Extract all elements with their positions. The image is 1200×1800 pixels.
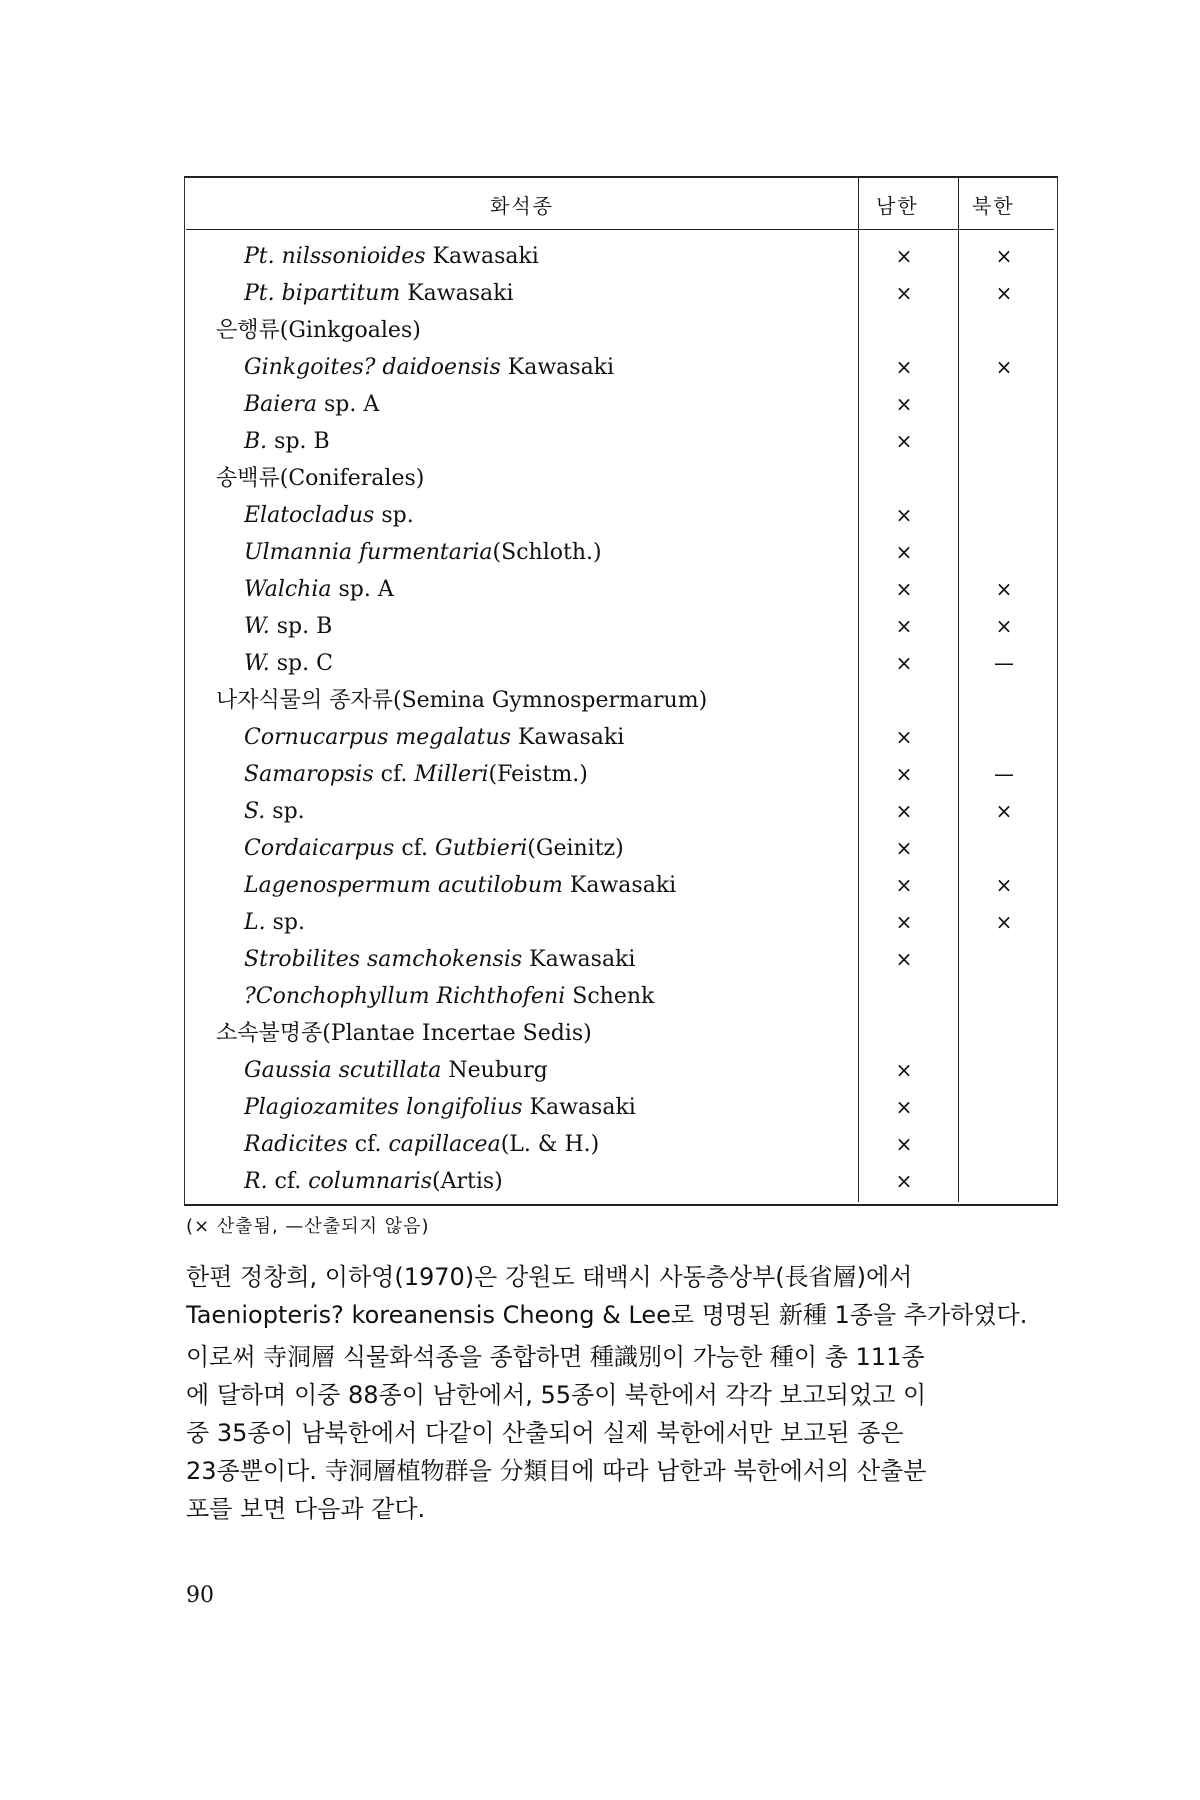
- plain-text: 은행류(Ginkgoales): [216, 318, 421, 343]
- plain-text: cf.: [267, 1169, 309, 1194]
- south-mark: ×: [895, 873, 913, 897]
- italic-text: Strobilites samchokensis: [244, 947, 523, 972]
- header-species: 화석종: [490, 194, 554, 218]
- italic-text: Lagenospermum acutilobum: [244, 873, 563, 898]
- italic-text: W.: [244, 614, 270, 639]
- south-mark: ×: [895, 540, 913, 564]
- plain-text: Kawasaki: [400, 281, 514, 306]
- italic-text: B.: [244, 429, 268, 454]
- table-row: [0, 238, 1200, 275]
- north-mark: —: [994, 651, 1014, 675]
- plain-text: sp. B: [267, 429, 330, 454]
- south-mark: ×: [895, 1132, 913, 1156]
- plain-text: sp.: [265, 799, 305, 824]
- south-mark: ×: [895, 836, 913, 860]
- italic-text: Pt. bipartitum: [244, 281, 401, 306]
- italic-text: S.: [244, 799, 266, 824]
- plain-text: sp.: [265, 910, 305, 935]
- table-row: [0, 608, 1200, 645]
- species-name: [244, 497, 414, 534]
- table-row: [0, 386, 1200, 423]
- species-name: [244, 793, 305, 830]
- north-mark: ×: [995, 799, 1013, 823]
- italic-text: Radicites: [244, 1132, 348, 1157]
- table-row: [0, 571, 1200, 608]
- south-mark: ×: [895, 762, 913, 786]
- italic-text: Cornucarpus megalatus: [244, 725, 511, 750]
- south-mark: ×: [895, 725, 913, 749]
- species-name: [244, 238, 539, 275]
- plain-text: sp. A: [316, 392, 380, 417]
- north-mark: ×: [995, 873, 1013, 897]
- paragraph-line: 중 35종이 남북한에서 다같이 산출되어 실제 북한에서만 보고된 종은: [186, 1419, 904, 1447]
- plain-text: sp.: [374, 503, 414, 528]
- italic-text: W.: [244, 651, 270, 676]
- table-row: [0, 793, 1200, 830]
- species-name: [244, 830, 624, 867]
- group-name: [216, 682, 707, 719]
- plain-text: Kawasaki: [522, 1095, 636, 1120]
- table-row: [0, 1126, 1200, 1163]
- species-name: [244, 1052, 548, 1089]
- species-name: [244, 1163, 503, 1200]
- italic-text: Ginkgoites? daidoensis: [244, 355, 501, 380]
- paragraph-line: 포를 보면 다음과 같다.: [186, 1495, 426, 1523]
- plain-text: Kawasaki: [522, 947, 636, 972]
- south-mark: ×: [895, 392, 913, 416]
- plain-text: (Schloth.): [492, 540, 602, 565]
- plain-text: Neuburg: [441, 1058, 548, 1083]
- plain-text: Kawasaki: [510, 725, 625, 750]
- species-name: [244, 867, 676, 904]
- paragraph-line: 에 달하며 이중 88종이 남한에서, 55종이 북한에서 각각 보고되었고 이: [186, 1381, 927, 1409]
- south-mark: ×: [895, 577, 913, 601]
- plain-text: cf.: [347, 1132, 389, 1157]
- italic-text: columnaris: [308, 1169, 432, 1194]
- table-row: [0, 978, 1200, 1015]
- species-name: [244, 645, 333, 682]
- species-name: [244, 941, 635, 978]
- italic-text: Walchia: [244, 577, 332, 602]
- south-mark: ×: [895, 947, 913, 971]
- italic-text: Cordaicarpus: [244, 836, 395, 861]
- plain-text: (Feistm.): [488, 762, 588, 787]
- north-mark: ×: [995, 355, 1013, 379]
- south-mark: ×: [895, 799, 913, 823]
- italic-text: Gutbieri: [435, 836, 528, 861]
- plain-text: sp. A: [331, 577, 394, 602]
- paragraph-line: 한편 정창희, 이하영(1970)은 강원도 태백시 사동층상부(長省層)에서: [186, 1263, 913, 1291]
- table-row: [0, 1089, 1200, 1126]
- plain-text: 소속불명종(Plantae Incertae Sedis): [216, 1021, 592, 1046]
- south-mark: ×: [895, 503, 913, 527]
- paragraph-line: 23종뿐이다. 寺洞層植物群을 分類目에 따라 남한과 북한에서의 산출분: [186, 1457, 927, 1485]
- group-name: [216, 1015, 592, 1052]
- species-name: [244, 978, 654, 1015]
- group-row: [0, 682, 1200, 719]
- species-name: [244, 756, 588, 793]
- group-name: [216, 312, 421, 349]
- table-row: [0, 497, 1200, 534]
- table-row: [0, 349, 1200, 386]
- table-row: [0, 756, 1200, 793]
- plain-text: Schenk: [565, 984, 655, 1009]
- table-row: [0, 645, 1200, 682]
- group-row: [0, 1015, 1200, 1052]
- south-mark: ×: [895, 281, 913, 305]
- species-name: [244, 275, 513, 312]
- group-name: [216, 460, 424, 497]
- plain-text: sp. B: [269, 614, 333, 639]
- plain-text: 나자식물의 종자류(Semina Gymnospermarum): [216, 688, 708, 713]
- plain-text: Kawasaki: [500, 355, 615, 380]
- south-mark: ×: [895, 910, 913, 934]
- table-row: [0, 941, 1200, 978]
- italic-text: R.: [244, 1169, 268, 1194]
- north-mark: ×: [995, 910, 1013, 934]
- species-name: [244, 386, 379, 423]
- plain-text: sp. C: [269, 651, 333, 676]
- table-row: [0, 1163, 1200, 1200]
- species-name: [244, 1126, 599, 1163]
- italic-text: Milleri: [414, 762, 489, 787]
- italic-text: Elatocladus: [244, 503, 375, 528]
- italic-text: Gaussia scutillata: [244, 1058, 442, 1083]
- species-name: [244, 349, 614, 386]
- species-name: [244, 1089, 636, 1126]
- italic-text: capillacea: [388, 1132, 501, 1157]
- species-name: [244, 534, 602, 571]
- species-name: [244, 719, 624, 756]
- species-name: [244, 904, 305, 941]
- italic-text: Ulmannia furmentaria: [244, 540, 493, 565]
- plain-text: cf.: [373, 762, 415, 787]
- plain-text: Kawasaki: [425, 244, 539, 269]
- header-south: 남한: [876, 194, 919, 218]
- header-rule: [186, 229, 1054, 230]
- italic-text: ?Conchophyllum Richthofeni: [244, 984, 566, 1009]
- north-mark: —: [994, 762, 1014, 786]
- italic-text: Pt. nilssonioides: [244, 244, 426, 269]
- plain-text: Kawasaki: [562, 873, 677, 898]
- south-mark: ×: [895, 429, 913, 453]
- north-mark: ×: [995, 244, 1013, 268]
- paragraph-2: [186, 1338, 1056, 1528]
- page-number: 90: [186, 1583, 214, 1608]
- header-north: 북한: [972, 194, 1015, 218]
- south-mark: ×: [895, 1058, 913, 1082]
- italic-text: Baiera: [244, 392, 317, 417]
- north-mark: ×: [995, 577, 1013, 601]
- table-row: [0, 719, 1200, 756]
- species-name: [244, 608, 332, 645]
- table-row: [0, 830, 1200, 867]
- south-mark: ×: [895, 651, 913, 675]
- italic-text: Plagiozamites longifolius: [244, 1095, 523, 1120]
- italic-text: L.: [244, 910, 266, 935]
- italic-text: Samaropsis: [244, 762, 374, 787]
- south-mark: ×: [895, 244, 913, 268]
- table-row: [0, 1052, 1200, 1089]
- table-legend: (× 산출됨, —산출되지 않음): [186, 1216, 430, 1237]
- south-mark: ×: [895, 1169, 913, 1193]
- north-mark: ×: [995, 614, 1013, 638]
- table-row: [0, 867, 1200, 904]
- south-mark: ×: [895, 614, 913, 638]
- plain-text: 송백류(Coniferales): [216, 466, 425, 491]
- table-row: [0, 534, 1200, 571]
- north-mark: ×: [995, 281, 1013, 305]
- paragraph-line: 이로써 寺洞層 식물화석종을 종합하면 種識別이 가능한 種이 총 111종: [186, 1343, 925, 1371]
- table-row: [0, 275, 1200, 312]
- group-row: [0, 460, 1200, 497]
- group-row: [0, 312, 1200, 349]
- plain-text: cf.: [394, 836, 435, 861]
- species-name: [244, 571, 394, 608]
- plain-text: (Geinitz): [527, 836, 624, 861]
- paragraph-1: [186, 1258, 1056, 1334]
- table-row: [0, 904, 1200, 941]
- plain-text: (L. & H.): [500, 1132, 600, 1157]
- paragraph-line: Taeniopteris? koreanensis Cheong & Lee로 명명된 新種 1종을 추가하였다.: [186, 1301, 1028, 1329]
- species-name: [244, 423, 330, 460]
- south-mark: ×: [895, 355, 913, 379]
- plain-text: (Artis): [432, 1169, 503, 1194]
- south-mark: ×: [895, 1095, 913, 1119]
- table-row: [0, 423, 1200, 460]
